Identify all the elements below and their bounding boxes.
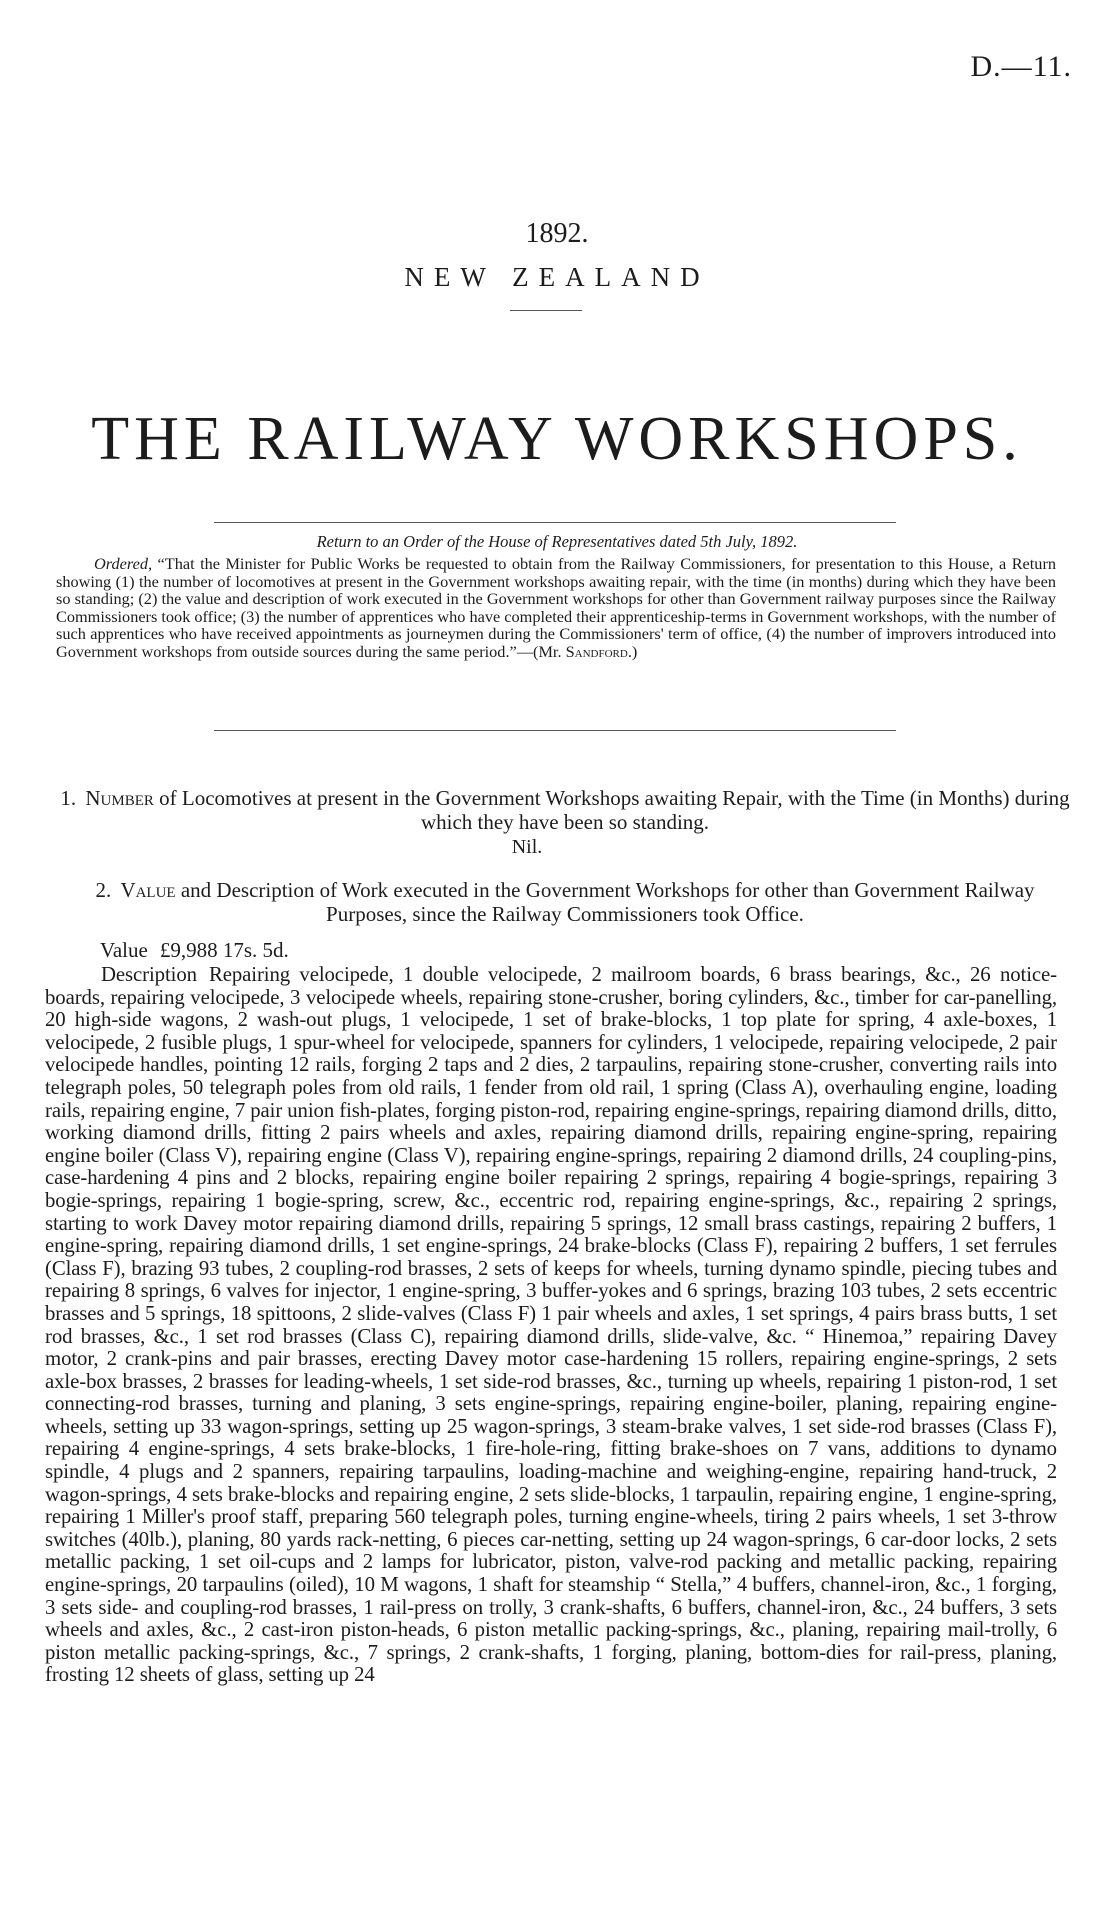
section-2-heading-text: and Description of Work executed in the Government Workshops for other than Government Railway Purposes, since the Railway Commissioners took Office. (180, 878, 1035, 926)
order-body: “That the Minister for Public Works be requested to obtain from the Railway Commissioners, for presentation to this House, a Return showing (1) the number of locomotives at present in the Government workshops awaiting repair, with the time (in months) during which they have been so standing; (2) the value and description of work executed in the Government workshops for other than Government railway purposes since the Railway Commissioners took office; (3) the number of apprentices who have completed their apprenticeship-terms in Government workshops, with the number of such apprentices who have received appointments as journeymen during the Commissioners' term of office, (4) the number of improvers introduced into Government workshops from outside sources during the same period.”—(Mr. (56, 554, 1057, 661)
section-1-heading-text: of Locomotives at present in the Government Workshops awaiting Repair, with the Time (in Months) during which they have been so standing. (159, 786, 1070, 834)
description-text: Repairing velocipede, 1 double velocipede, 2 mailroom boards, 6 brass bearings, &c., 26 notice-boards, repairing velocipede, 3 velocipede wheels, repairing stone-crusher, boring cylinders, &c., timber for car-panelling, 20 high-side wagons, 2 wash-out plugs, 1 velocipede, 1 set of brake-blocks, 1 top plate for spring, 4 axle-boxes, 1 velocipede, 2 fusible plugs, 1 spur-wheel for velocipede, spanners for cylinders, 1 velocipede, repairing velocipede, 2 pair velocipede handles, pointing 12 rails, forging 2 taps and 2 dies, 2 tarpaulins, repairing stone-crusher, converting rails into telegraph poles, 50 telegraph poles from old rails, 1 fender from old rail, 1 spring (Class A), overhauling engine, loading rails, repairing engine, 7 pair union fish-plates, forging piston-rod, repairing engine-springs, repairing diamond drills, ditto, working diamond drills, fitting 2 pairs wheels and axles, repairing diamond drills, repairing engine-spring, repairing engine boiler (Class V), repairing engine (Class V), repairing engine-springs, repairing 2 diamond drills, 24 coupling-pins, case-hardening 4 pins and 2 blocks, repairing engine boiler repairing 2 springs, repairing 4 bogie-springs, repairing 3 bogie-springs, repairing 1 bogie-spring, screw, &c., eccentric rod, repairing engine-springs, &c., repairing 2 springs, starting to work Davey motor repairing diamond drills, repairing 5 springs, 12 small brass castings, repairing 2 buffers, 1 engine-spring, repairing diamond drills, 1 set engine-springs, 24 brake-blocks (Class F), repairing 2 buffers, 1 set ferrules (Class F), brazing 93 tubes, 2 coupling-rod brasses, 2 sets of keeps for wheels, turning dynamo spindle, piecing tubes and repairing 8 springs, 6 valves for injector, 1 engine-spring, 3 buffer-yokes and 6 springs, brazing 103 tubes, 2 sets eccentric brasses and 5 springs, 18 spittoons, 2 slide-valves (Class F) 1 pair wheels and axles, 1 set springs, 4 pairs brass butts, 1 set rod brasses, &c., 1 set rod brasses (Class C), repairing diamond drills, slide-valve, &c. “ Hinemoa,” repairing Davey motor, 2 crank-pins and pair brasses, erecting Davey motor case-hardening 15 rollers, repairing engine-springs, 2 sets axle-box brasses, 2 brasses for leading-wheels, 1 set side-rod brasses, &c., turning up wheels, repairing 1 piston-rod, 1 set connecting-rod brasses, turning and planing, 3 sets engine-springs, repairing engine-boiler, planing, repairing engine-wheels, setting up 33 wagon-springs, setting up 25 wagon-springs, 3 steam-brake valves, 1 set side-rod brasses (Class F), repairing 4 engine-springs, 4 sets brake-blocks, 1 fire-hole-ring, fitting brake-shoes on 7 vans, additions to dynamo spindle, 4 plugs and 2 spanners, repairing tarpaulins, loading-machine and weighing-engine, repairing hand-truck, 2 wagon-springs, 4 sets brake-blocks and repairing engine, 2 sets slide-blocks, 1 tarpaulin, repairing engine, 1 engine-spring, repairing 1 Miller's proof staff, preparing 560 telegraph poles, turning engine-wheels, tiring 2 pairs wheels, 1 set 3-throw switches (40lb.), planing, 80 yards rack-netting, 6 pieces car-netting, setting up 24 wagon-springs, 6 car-door locks, 2 sets metallic packing, 1 set oil-cups and 2 lamps for lubricator, piston, valve-rod packing and metallic packing, repairing engine-springs, 20 tarpaulins (oiled), 10 M wagons, 1 shaft for steamship “ Stella,” 4 buffers, channel-iron, &c., 1 forging, 3 sets side- and coupling-rod brasses, 1 rail-press on trolly, 3 crank-shafts, 6 buffers, channel-iron, &c., 24 buffers, 3 sets wheels and axles, &c., 2 cast-iron piston-heads, 6 piston metallic packing-springs, &c., planing, repairing mail-trolly, 6 piston metallic packing-springs, &c., 7 springs, 2 crank-shafts, 1 forging, planing, bottom-dies for rail-press, planing, frosting 12 sheets of glass, setting up 24 (45, 963, 1057, 1687)
section-2-number: 2. (95, 878, 112, 902)
value-amount: £9,988 17s. 5d. (159, 938, 289, 962)
section-2-lead: Value (120, 878, 176, 902)
description-label: Description (101, 963, 197, 986)
value-line (100, 938, 289, 963)
order-paragraph (56, 555, 1056, 660)
section-locomotives (0, 786, 1114, 858)
divider-short (510, 310, 582, 311)
divider-top (214, 522, 896, 523)
country-heading: NEW ZEALAND (404, 262, 710, 292)
document-year: 1892. (525, 218, 589, 249)
page-number: D.—11. (970, 50, 1072, 83)
section-work-executed (0, 878, 1114, 926)
section-2-heading (56, 878, 1074, 926)
value-label: Value (100, 938, 148, 962)
section-1-number: 1. (60, 786, 77, 810)
divider-bottom (214, 730, 896, 731)
order-heading: Return to an Order of the House of Representatives dated 5th July, 1892. (316, 532, 798, 551)
section-1-lead: Number (85, 786, 154, 810)
document-title: THE RAILWAY WORKSHOPS. (91, 405, 1023, 473)
order-closing: ) (631, 641, 638, 661)
order-mover: Sandford. (565, 641, 632, 661)
section-1-heading (56, 786, 1074, 834)
ordered-label: Ordered, (94, 554, 153, 573)
description-paragraph (45, 964, 1057, 1687)
section-1-answer: Nil. (511, 836, 543, 858)
